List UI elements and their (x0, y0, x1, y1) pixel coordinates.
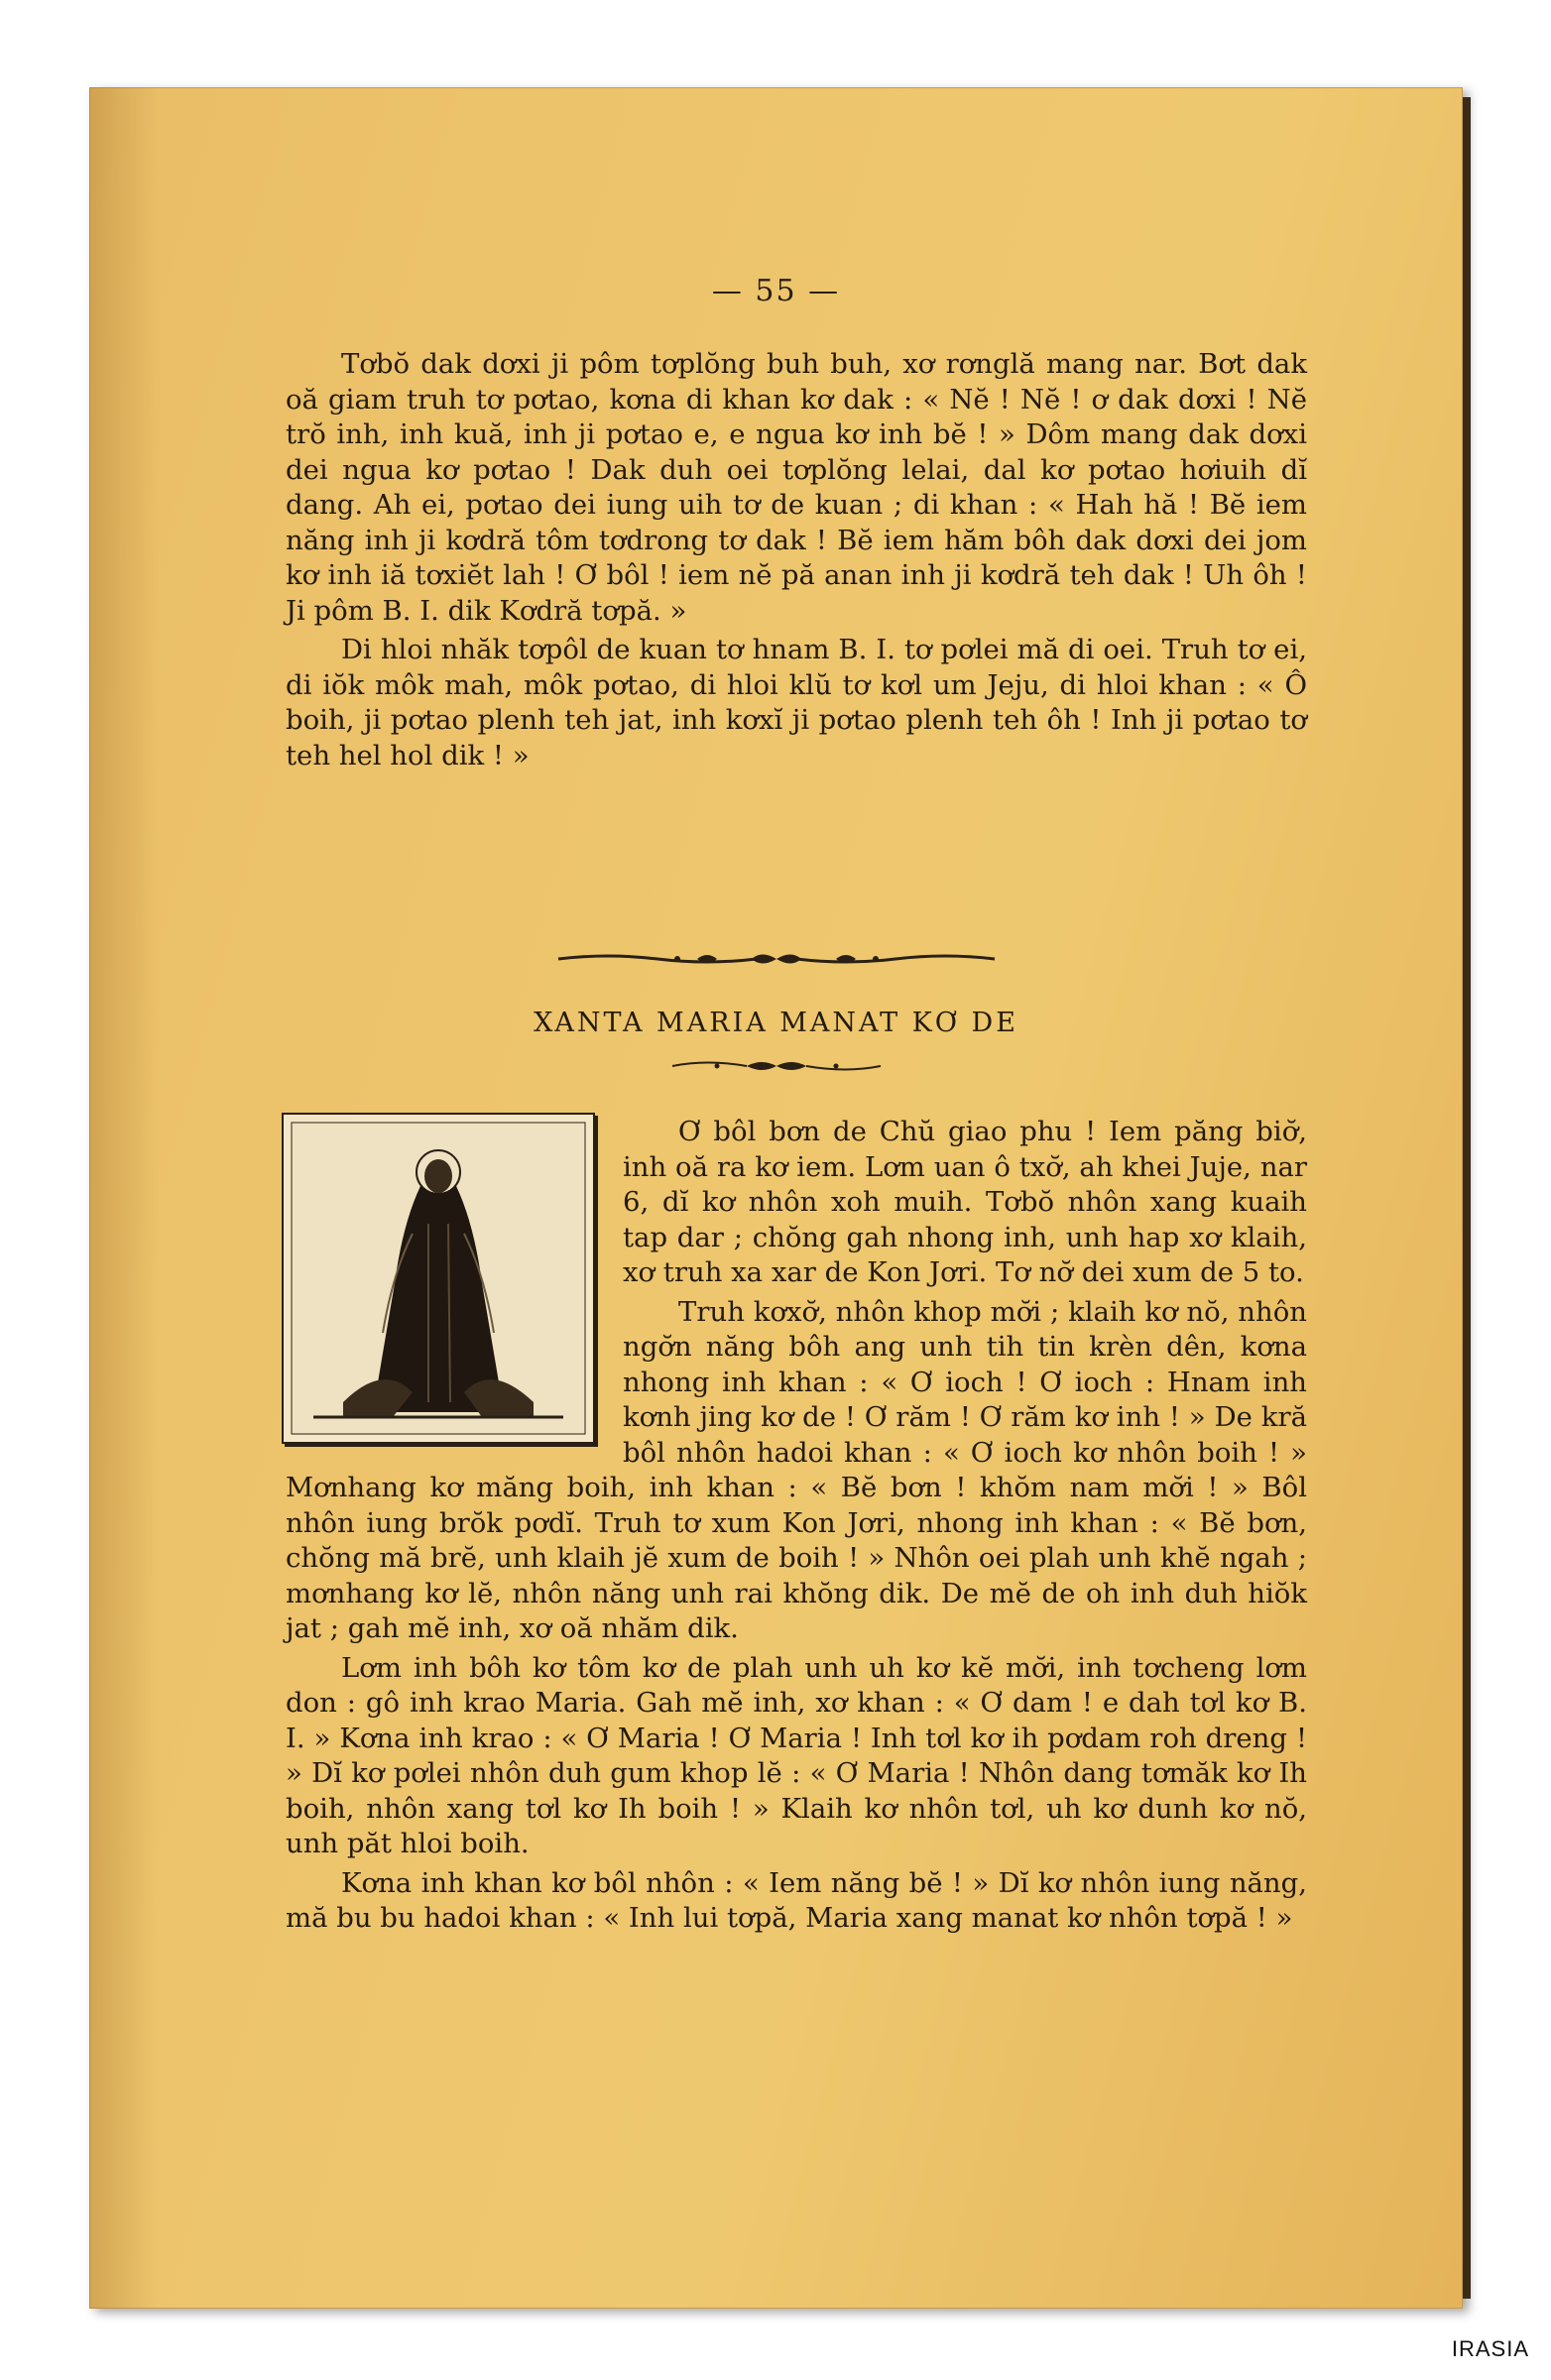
ornament-small-icon (667, 1057, 886, 1075)
story-paragraph-2: Truh kơxơ̆, nhôn khop mơ̆i ; klaih kơ nŏ, nhôn ngơ̆n năng bôh ang unh tih tin krèn dên, kơna nhong inh khan : « Ơ ioch ! Ơ ioch : Hnam inh kơnh jing kơ de ! Ơ răm ! Ơ răm kơ inh ! » De kră bôl nhôn hadoi khan : « Ơ ioch kơ nhôn boih ! » Mơnhang kơ măng boih, inh khan : « Bĕ bơn ! khŏm nam mơ̆i ! » Bôl nhôn iung brŏk pơdĭ. Truh tơ xum Kon Jơri, nhong inh khan : « Bĕ bơn, chŏng mă brĕ, unh klaih jĕ xum de boih ! » Nhôn oei plah unh khĕ ngah ; mơnhang kơ lĕ, nhôn năng unh rai khŏng dik. De mĕ de oh inh duh hiŏk jat ; gah mĕ inh, xơ oă nhăm dik. (286, 1295, 1307, 1644)
story-paragraph-3: Lơm inh bôh kơ tôm kơ de plah unh uh kơ kĕ mơ̆i, inh tơcheng lơm don : gô inh krao Maria. Gah mĕ inh, xơ khan : « Ơ dam ! e dah tơl kơ B. I. » Kơna inh krao : « Ơ Maria ! Ơ Maria ! Inh tơl kơ ih pơdam roh dreng ! » Dĭ kơ pơlei nhôn duh gum khop lĕ : « Ơ Maria ! Nhôn dang tơmăk kơ Ih boih, nhôn xang tơl kơ Ih boih ! » Klaih kơ nhôn tơl, uh kơ dunh kơ nŏ, unh păt hloi boih. (286, 1651, 1307, 1859)
page-edge (1463, 97, 1471, 2299)
section-title: XANTA MARIA MANAT KƠ DE (534, 1008, 1018, 1038)
story-paragraph-1: Ơ bôl bơn de Chŭ giao phu ! Iem păng biơ̆, inh oă ra kơ iem. Lơm uan ô txơ̆, ah khei Juje, nar 6, dĭ kơ nhôn xoh muih. Tơbŏ nhôn xang kuaih tap dar ; chŏng gah nhong inh, unh hap xơ klaih, xơ truh xa xar de Kon Jơri. Tơ nơ̆ dei xum de 5 to. (623, 1116, 1307, 1288)
ornament-divider-top (89, 948, 1463, 974)
ornament-divider-bottom (89, 1057, 1463, 1079)
intro-paragraph-1: Tơbŏ dak dơxi ji pôm tơplŏng buh buh, xơ rơnglă mang nar. Bơt dak oă giam truh tơ pơtao, kơna di khan kơ dak : « Nĕ ! Nĕ ! ơ dak dơxi ! Nĕ trŏ inh, inh kuă, inh ji pơtao e, e ngua kơ inh bĕ ! » Dôm mang dak dơxi dei ngua kơ pơtao ! Dak duh oei tơplŏng lelai, dal kơ pơtao hơiuih dĭ dang. Ah ei, pơtao dei iung uih tơ de kuan ; di khan : « Hah hă ! Bĕ iem năng inh ji kơdră tôm tơdrong tơ dak ! Bĕ iem hăm bôh dak dơxi dei jom kơ inh iă tơxiĕt lah ! Ơ bôl ! iem nĕ pă anan inh ji kơdră teh dak ! Uh ôh ! Ji pôm B. I. dik Kơdră tơpă. » (286, 348, 1307, 627)
story-text (286, 1115, 1307, 1941)
story-paragraph-4: Kơna inh khan kơ bôl nhôn : « Iem năng bĕ ! » Dĭ kơ nhôn iung năng, mă bu bu hadoi khan : « Inh lui tơpă, Maria xang manat kơ nhôn tơpă ! » (286, 1866, 1307, 1934)
book-page (89, 87, 1463, 2309)
ornament-rule-icon (548, 948, 1005, 970)
page-number: — 55 — (711, 274, 841, 308)
figure-spacer (286, 1115, 623, 1452)
intro-paragraph-2: Di hloi nhăk tơpôl de kuan tơ hnam B. I. tơ pơlei mă di oei. Truh tơ ei, di iŏk môk mah, môk pơtao, di hloi klŭ tơ kơl um Jeju, di hloi khan : « Ô boih, ji pơtao plenh teh jat, inh kơxĭ ji pơtao plenh teh ôh ! Inh ji pơtao tơ teh hel hol dik ! » (286, 634, 1307, 772)
intro-text (286, 347, 1307, 777)
source-watermark-label: IRASIA (1451, 2336, 1529, 2361)
